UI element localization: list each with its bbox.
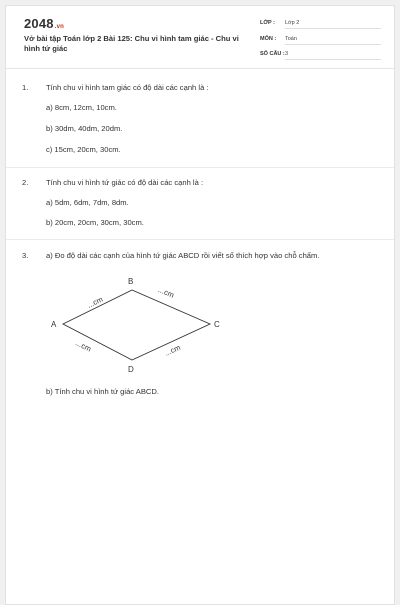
question-1-option-a: a) 8cm, 12cm, 10cm. — [46, 103, 117, 112]
question-text: a) Đo độ dài các cạnh của hình tứ giác ABCD rồi viết số thích hợp vào chỗ chấm. — [46, 251, 320, 260]
question-3-option-b: b) Tính chu vi hình tứ giác ABCD. — [46, 387, 159, 396]
subject-label: MÔN : — [260, 36, 277, 42]
question-text: Tính chu vi hình tứ giác có độ dài các cạnh là : — [46, 178, 204, 187]
logo-main-text: 2048 — [24, 16, 54, 31]
question-1-option-b: b) 30dm, 40dm, 20dm. — [46, 124, 123, 133]
question-count-label: SỐ CÂU : — [260, 51, 285, 57]
edge-ab-label: ...cm — [85, 294, 105, 310]
question-number: 2. — [22, 178, 29, 187]
vertex-c-label: C — [214, 320, 220, 329]
vertex-d-label: D — [128, 365, 134, 374]
question-text: Tính chu vi hình tam giác có độ dài các cạnh là : — [46, 83, 209, 92]
document-page — [5, 5, 395, 605]
subject-value: Toán — [285, 36, 381, 45]
edge-ad-label: ...cm — [74, 338, 93, 354]
question-2-option-a: a) 5dm, 6dm, 7dm, 8dm. — [46, 198, 129, 207]
edge-dc-label: ...cm — [163, 342, 182, 358]
edge-bc-label: ...cm — [156, 285, 176, 300]
grade-value: Lớp 2 — [285, 20, 381, 29]
question-1-option-c: c) 15cm, 20cm, 30cm. — [46, 145, 121, 154]
vertex-a-label: A — [51, 320, 57, 329]
quadrilateral-abcd-figure — [6, 6, 394, 406]
question-number: 1. — [22, 83, 29, 92]
question-number: 3. — [22, 251, 29, 260]
question-2-option-b: b) 20cm, 20cm, 30cm, 30cm. — [46, 218, 144, 227]
question-count-value: 3 — [285, 51, 381, 60]
document-title: Vở bài tập Toán lớp 2 Bài 125: Chu vi hình tam giác - Chu vi hình tứ giác — [24, 34, 239, 53]
grade-label: LỚP : — [260, 20, 275, 26]
logo-suffix: .vn — [54, 24, 65, 30]
vertex-b-label: B — [128, 277, 134, 286]
